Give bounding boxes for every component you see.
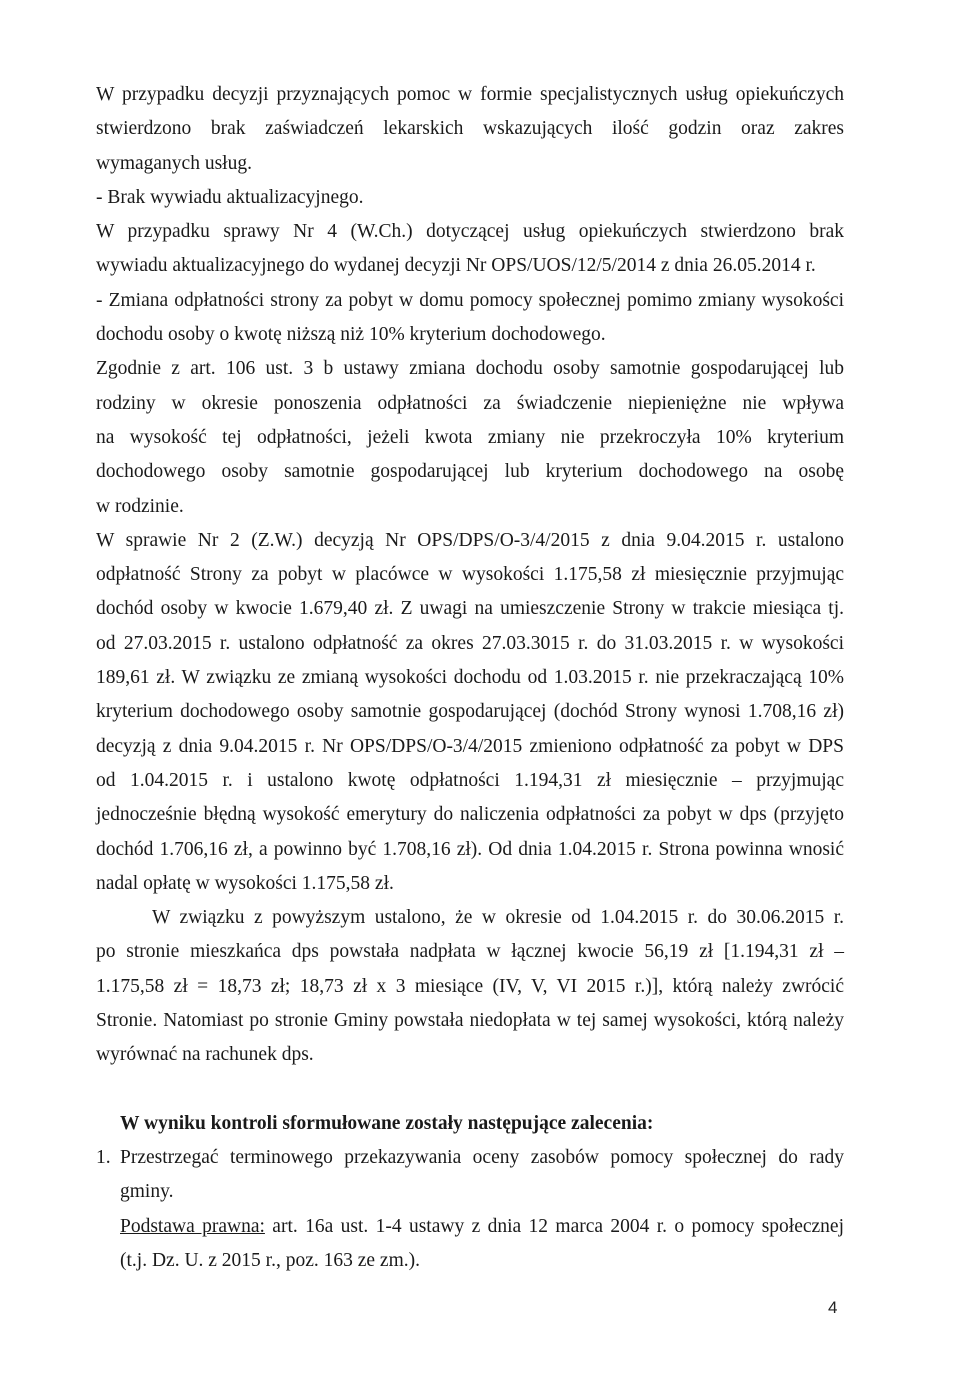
text-line: wyrównać na rachunek dps. xyxy=(96,1044,314,1066)
text-line: w rodzinie. xyxy=(96,495,184,517)
recommendations-heading: W wyniku kontroli sformułowane zostały następujące zalecenia: xyxy=(120,1112,654,1134)
text-line: wywiadu aktualizacyjnego do wydanej decyzji Nr OPS/UOS/12/5/2014 z dnia 26.05.2014 r. xyxy=(96,255,816,277)
text-line: stwierdzono brak zaświadczeń lekarskich wskazujących ilość godzin oraz zakres xyxy=(96,118,844,140)
text-line: W przypadku sprawy Nr 4 (W.Ch.) dotyczącej usług opiekuńczych stwierdzono brak xyxy=(96,221,844,243)
text-line: W przypadku decyzji przyznających pomoc w formie specjalistycznych usług opiekuńczych xyxy=(96,84,844,105)
text-line: Stronie. Natomiast po stronie Gminy powstała niedopłata w tej samej wysokości, którą należy xyxy=(96,1010,844,1032)
text-line: Zgodnie z art. 106 ust. 3 b ustawy zmiana dochodu osoby samotnie gospodarującej lub xyxy=(96,358,844,380)
spacer xyxy=(96,1073,844,1107)
text-line: dochodowego osoby samotnie gospodarującej lub kryterium dochodowego na osobę xyxy=(96,461,844,483)
item-text-continuation: gminy. xyxy=(120,1181,174,1203)
text-line: - Zmiana odpłatności strony za pobyt w domu pomocy społecznej pomimo zmiany wysokości xyxy=(96,289,844,311)
text-line: od 27.03.2015 r. ustalono odpłatność za okres 27.03.3015 r. do 31.03.2015 r. w wysokości xyxy=(96,632,844,654)
text-line: dochodu osoby o kwotę niższą niż 10% kryterium dochodowego. xyxy=(96,324,606,346)
text-line: po stronie mieszkańca dps powstała nadpłata w łącznej kwocie 56,19 zł [1.194,31 zł – xyxy=(96,941,844,963)
legal-basis-continuation: (t.j. Dz. U. z 2015 r., poz. 163 ze zm.). xyxy=(120,1249,421,1271)
text-line: nadal opłatę w wysokości 1.175,58 zł. xyxy=(96,872,394,894)
text-line: odpłatność Strony za pobyt w placówce w wysokości 1.175,58 zł miesięcznie przyjmując xyxy=(96,564,844,586)
page-number: 4 xyxy=(828,1298,838,1317)
text-line: 1.175,58 zł = 18,73 zł; 18,73 zł x 3 miesiące (IV, V, VI 2015 r.)], którą należy zwrócić xyxy=(96,975,844,997)
legal-basis-label: Podstawa prawna: xyxy=(120,1215,265,1237)
legal-basis-text: art. 16a ust. 1-4 ustawy z dnia 12 marca 2004 r. o pomocy społecznej xyxy=(272,1215,845,1237)
item-text: Przestrzegać terminowego przekazywania oceny zasobów pomocy społecznej do rady xyxy=(120,1146,844,1168)
text-line: od 1.04.2015 r. i ustalono kwotę odpłatności 1.194,31 zł miesięcznie – przyjmując xyxy=(96,769,844,791)
text-line: rodziny w okresie ponoszenia odpłatności za świadczenie niepieniężne nie wpływa xyxy=(96,392,844,414)
body-text xyxy=(96,78,844,1278)
item-number: 1. xyxy=(96,1146,111,1168)
text-line: dochód osoby w kwocie 1.679,40 zł. Z uwagi na umieszczenie Strony w trakcie miesiąca tj. xyxy=(96,598,844,620)
text-line: dochód 1.706,16 zł, a powinno być 1.708,16 zł). Od dnia 1.04.2015 r. Strona powinna wnosić xyxy=(96,838,844,860)
legal-basis xyxy=(96,1210,844,1244)
text-line: wymaganych usług. xyxy=(96,152,252,174)
text-line: jednocześnie błędną wysokość emerytury do naliczenia odpłatności za pobyt w dps (przyjęto xyxy=(96,804,844,826)
text-line: 189,61 zł. W związku ze zmianą wysokości dochodu od 1.03.2015 r. nie przekraczającą 10% xyxy=(96,667,844,689)
text-line: kryterium dochodowego osoby samotnie gospodarującej (dochód Strony wynosi 1.708,16 zł) xyxy=(96,701,844,723)
text-line: W związku z powyższym ustalono, że w okresie od 1.04.2015 r. do 30.06.2015 r. xyxy=(152,907,844,929)
recommendation-item xyxy=(96,1141,844,1175)
text-line: - Brak wywiadu aktualizacyjnego. xyxy=(96,186,364,208)
text-line: decyzją z dnia 9.04.2015 r. Nr OPS/DPS/O-3/4/2015 zmieniono odpłatność za pobyt w DPS xyxy=(96,735,844,757)
text-line: W sprawie Nr 2 (Z.W.) decyzją Nr OPS/DPS/O-3/4/2015 z dnia 9.04.2015 r. ustalono xyxy=(96,529,844,551)
text-line: na wysokość tej odpłatności, jeżeli kwota zmiany nie przekroczyła 10% kryterium xyxy=(96,426,844,448)
